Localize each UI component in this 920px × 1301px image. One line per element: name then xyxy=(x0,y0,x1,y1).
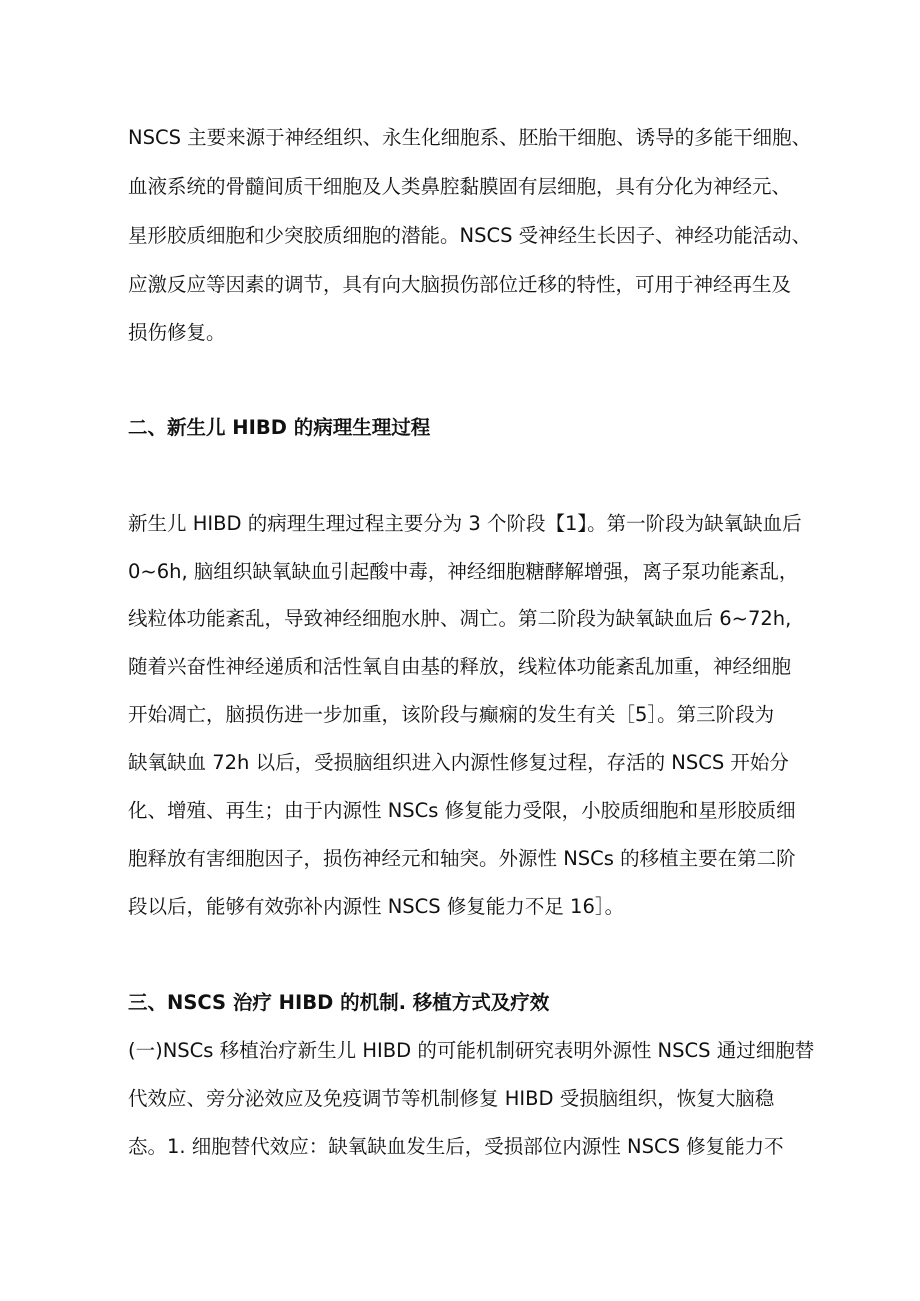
text-line: 损伤修复。 xyxy=(128,321,226,344)
text-line: 态。1. 细胞替代效应：缺氧缺血发生后，受损部位内源性 NSCS 修复能力不 xyxy=(128,1135,784,1158)
text-line: 星形胶质细胞和少突胶质细胞的潜能。NSCS 受神经生长因子、神经功能活动、 xyxy=(128,224,812,247)
text-line: (一)NSCs 移植治疗新生儿 HIBD 的可能机制研究表明外源性 NSCS 通过细胞替 xyxy=(128,1039,815,1062)
text-line: 0~6h, 脑组织缺氧缺血引起酸中毒，神经细胞糖酵解增强，离子泵功能紊乱， xyxy=(128,560,799,583)
text-line: NSCS 主要来源于神经组织、永生化细胞系、胚胎干细胞、诱导的多能干细胞、 xyxy=(128,126,812,149)
section-heading-3: 三、NSCS 治疗 HIBD 的机制. 移植方式及疗效 xyxy=(128,991,550,1014)
text-line: 化、增殖、再生；由于内源性 NSCs 修复能力受限，小胶质细胞和星形胶质细 xyxy=(128,799,796,822)
text-line: 代效应、旁分泌效应及免疫调节等机制修复 HIBD 受损脑组织，恢复大脑稳 xyxy=(128,1087,775,1110)
text-line: 线粒体功能紊乱，导致神经细胞水肿、凋亡。第二阶段为缺氧缺血后 6~72h, xyxy=(128,607,792,630)
text-line: 缺氧缺血 72h 以后，受损脑组织进入内源性修复过程，存活的 NSCS 开始分 xyxy=(128,751,789,774)
text-line: 应激反应等因素的调节，具有向大脑损伤部位迁移的特性，可用于神经再生及 xyxy=(128,273,792,296)
text-line: 血液系统的骨髓间质干细胞及人类鼻腔黏膜固有层细胞，具有分化为神经元、 xyxy=(128,175,792,198)
section-heading-2: 二、新生儿 HIBD 的病理生理过程 xyxy=(128,416,431,439)
text-line: 开始凋亡，脑损伤进一步加重，该阶段与癫痫的发生有关［5］。第三阶段为 xyxy=(128,703,775,726)
text-line: 段以后，能够有效弥补内源性 NSCS 修复能力不足 16］。 xyxy=(128,895,625,918)
text-line: 新生儿 HIBD 的病理生理过程主要分为 3 个阶段【1】。第一阶段为缺氧缺血后 xyxy=(128,512,802,535)
text-line: 随着兴奋性神经递质和活性氧自由基的释放，线粒体功能紊乱加重，神经细胞 xyxy=(128,655,792,678)
text-line: 胞释放有害细胞因子，损伤神经元和轴突。外源性 NSCs 的移植主要在第二阶 xyxy=(128,847,796,870)
